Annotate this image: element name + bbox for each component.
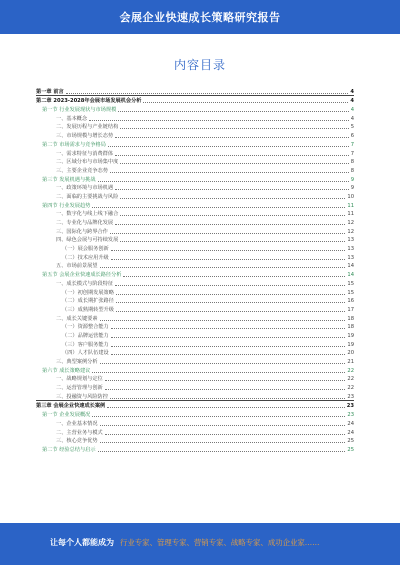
toc-entry-title: 五、市场前景展望 — [56, 263, 98, 270]
toc-page-number: 6 — [350, 133, 354, 140]
toc-leader-dots — [98, 181, 349, 182]
toc-entry-item[interactable] — [36, 287, 354, 296]
toc-page-number: 11 — [347, 211, 354, 218]
toc-page-number: 13 — [347, 254, 354, 261]
toc-page-number: 11 — [347, 202, 354, 209]
toc-entry-sub[interactable] — [36, 113, 354, 122]
toc-entry-title: 第一节 行业发展现状与市场规模 — [42, 107, 117, 114]
toc-leader-dots — [118, 111, 348, 112]
toc-leader-dots — [111, 328, 346, 329]
report-title: 会展企业快速成长策略研究报告 — [119, 11, 281, 24]
toc-entry-title: 第二节 经验总结与启示 — [42, 446, 96, 453]
toc-leader-dots — [92, 416, 345, 417]
toc-leader-dots — [100, 425, 346, 426]
toc-leader-dots — [115, 137, 349, 138]
toc-leader-dots — [116, 294, 346, 295]
toc-page-number: 22 — [347, 367, 354, 374]
toc-entry-title: 三、典型案例分析 — [56, 359, 98, 365]
toc-entry-item[interactable] — [36, 348, 354, 357]
toc-entry-sub[interactable] — [36, 356, 354, 365]
toc-entry-section[interactable] — [36, 365, 354, 374]
toc-leader-dots — [116, 311, 346, 312]
footer-expert-list: 行业专家、管理专家、营销专家、战略专家、成功企业家…… — [120, 538, 320, 547]
toc-leader-dots — [110, 233, 346, 234]
toc-entry-title: 三、市场规模与增长态势 — [56, 133, 114, 140]
toc-entry-sub[interactable] — [36, 191, 354, 200]
toc-page-number: 9 — [350, 185, 354, 192]
report-header-bar — [0, 0, 400, 34]
toc-page-number: 23 — [347, 412, 354, 419]
toc-page-number: 23 — [346, 403, 354, 410]
toc-entry-title: 第一章 前言 — [36, 88, 64, 95]
toc-entry-title: 第二节 市场需求与竞争格局 — [42, 141, 106, 148]
toc-entry-section[interactable] — [36, 269, 354, 278]
toc-heading: 内容目录 — [173, 58, 226, 72]
toc-entry-sub[interactable] — [36, 217, 354, 226]
toc-page-number: 15 — [347, 280, 354, 287]
toc-entry-item[interactable] — [36, 322, 354, 331]
toc-entry-section[interactable] — [36, 409, 354, 418]
toc-entry-item[interactable] — [36, 296, 354, 305]
toc-entry-sub[interactable] — [36, 235, 354, 244]
toc-list — [36, 86, 354, 453]
toc-entry-title: 二、主营业务与模式 — [56, 429, 103, 436]
toc-leader-dots — [115, 155, 349, 156]
toc-page-number: 7 — [350, 141, 354, 148]
toc-page-number: 4 — [350, 115, 354, 122]
footer-slogan: 让每个人都能成为 — [50, 538, 114, 547]
toc-entry-title: 第一节 企业发展概况 — [42, 412, 91, 419]
toc-page-number: 21 — [347, 359, 354, 365]
toc-leader-dots — [120, 198, 345, 199]
toc-page-number: 8 — [350, 167, 354, 174]
toc-entry-title: 一、基本概念 — [56, 115, 88, 122]
toc-entry-item[interactable] — [36, 252, 354, 261]
toc-entry-sub[interactable] — [36, 165, 354, 174]
toc-leader-dots — [111, 259, 346, 260]
toc-leader-dots — [120, 241, 345, 242]
toc-entry-sub[interactable] — [36, 261, 354, 270]
toc-entry-sub[interactable] — [36, 374, 354, 383]
toc-leader-dots — [100, 267, 346, 268]
toc-leader-dots — [123, 276, 345, 277]
toc-entry-sub[interactable] — [36, 382, 354, 391]
footer-bar — [0, 523, 400, 565]
toc-entry-title: 二、区域分布与市场集中度 — [56, 159, 119, 166]
toc-entry-sub[interactable] — [36, 148, 354, 157]
toc-leader-dots — [66, 93, 349, 94]
toc-entry-title: 三、国际化与跨界合作 — [56, 228, 108, 235]
toc-entry-chapter[interactable] — [36, 95, 354, 105]
toc-entry-title: 一、需求特征与消费群体 — [56, 150, 114, 157]
toc-entry-title: 第四节 行业发展趋势 — [42, 202, 91, 209]
toc-page-number: 7 — [350, 150, 354, 157]
toc-leader-dots — [120, 128, 348, 129]
toc-page-number: 4 — [350, 107, 354, 114]
toc-page-number: 22 — [347, 376, 354, 383]
toc-entry-chapter[interactable] — [36, 86, 354, 95]
toc-entry-sub[interactable] — [36, 209, 354, 218]
toc-leader-dots — [98, 451, 346, 452]
toc-page-number: 17 — [347, 306, 354, 313]
toc-entry-sub[interactable] — [36, 436, 354, 445]
toc-leader-dots — [100, 363, 346, 364]
toc-page-number: 12 — [347, 228, 354, 235]
toc-page-number: 18 — [347, 324, 354, 331]
toc-leader-dots — [105, 389, 346, 390]
toc-entry-sub[interactable] — [36, 183, 354, 192]
toc-page-number: 9 — [350, 176, 354, 183]
toc-entry-sub[interactable] — [36, 130, 354, 139]
toc-entry-sub[interactable] — [36, 278, 354, 287]
toc-page-number: 14 — [347, 263, 354, 270]
toc-entry-title: （一）资源整合能力 — [62, 324, 109, 331]
toc-leader-dots — [120, 163, 348, 164]
toc-entry-title: 二、面临的主要挑战与风险 — [56, 193, 119, 200]
toc-entry-sub[interactable] — [36, 427, 354, 436]
toc-entry-title: （一）展会服务创新 — [62, 246, 109, 253]
toc-page-number: 13 — [347, 237, 354, 244]
toc-leader-dots — [92, 207, 345, 208]
toc-leader-dots — [92, 372, 345, 373]
toc-leader-dots — [111, 346, 346, 347]
toc-entry-title: （三）成熟期转型升级 — [62, 306, 114, 313]
toc-leader-dots — [111, 337, 346, 338]
toc-leader-dots — [107, 407, 345, 408]
toc-page-number: 10 — [347, 193, 354, 200]
toc-page-number: 24 — [347, 429, 354, 436]
toc-leader-dots — [100, 442, 346, 443]
toc-page-number: 14 — [347, 272, 354, 279]
toc-page-number: 4 — [350, 88, 354, 95]
toc-entry-title: 四、绿色会展与可持续发展 — [56, 237, 119, 244]
toc-entry-title: 第三节 发展机遇与挑战 — [42, 176, 96, 183]
toc-entry-title: 第三章 会展企业快速成长案例 — [36, 403, 106, 410]
toc-leader-dots — [111, 250, 346, 251]
toc-page-number: 19 — [347, 341, 354, 348]
toc-entry-title: 二、发展历程与产业链结构 — [56, 124, 119, 131]
toc-page-number: 8 — [350, 159, 354, 166]
toc-page-number: 22 — [347, 385, 354, 392]
toc-entry-item[interactable] — [36, 304, 354, 313]
toc-page-number: 15 — [347, 289, 354, 296]
toc-entry-title: 一、成长模式与阶段特征 — [56, 280, 114, 287]
toc-leader-dots — [115, 224, 345, 225]
toc-page-number: 18 — [347, 315, 354, 322]
toc-entry-title: 一、战略规划与定位 — [56, 376, 103, 383]
toc-entry-title: 一、企业基本情况 — [56, 420, 98, 427]
toc-entry-item[interactable] — [36, 339, 354, 348]
toc-page-number: 12 — [347, 220, 354, 226]
toc-leader-dots — [110, 398, 346, 399]
toc-entry-title: 一、数字化与线上线下融合 — [56, 211, 119, 218]
toc-leader-dots — [110, 172, 349, 173]
toc-entry-sub[interactable] — [36, 157, 354, 166]
toc-leader-dots — [115, 285, 345, 286]
toc-entry-title: （二）技术应用升级 — [62, 254, 109, 261]
toc-entry-item[interactable] — [36, 330, 354, 339]
toc-entry-title: 第二章 2023-2028年会展市场发展机会分析 — [36, 98, 142, 105]
toc-page-number: 5 — [350, 124, 354, 131]
toc-entry-title: 三、核心竞争优势 — [56, 438, 98, 445]
toc-page-number: 20 — [347, 350, 354, 357]
toc-leader-dots — [105, 434, 346, 435]
toc-page-number: 4 — [350, 98, 354, 105]
toc-entry-title: 三、主要企业竞争态势 — [56, 167, 108, 174]
toc-entry-sub[interactable] — [36, 418, 354, 427]
toc-entry-section[interactable] — [36, 200, 354, 209]
toc-entry-title: 一、政策环境与市场机遇 — [56, 185, 114, 192]
toc-leader-dots — [108, 146, 349, 147]
toc-page-number: 23 — [347, 393, 354, 400]
toc-page-number: 25 — [347, 446, 354, 453]
toc-leader-dots — [111, 354, 346, 355]
toc-entry-title: 二、成长关键要素 — [56, 315, 98, 322]
toc-entry-section[interactable] — [36, 104, 354, 113]
toc-entry-sub[interactable] — [36, 226, 354, 235]
toc-page-number: 16 — [347, 298, 354, 305]
toc-entry-title: （二）成长期扩张路径 — [62, 298, 114, 305]
toc-entry-title: （三）客户服务能力 — [62, 341, 109, 348]
toc-leader-dots — [116, 302, 346, 303]
toc-page-number: 24 — [347, 420, 354, 427]
toc-leader-dots — [120, 215, 345, 216]
toc-entry-sub[interactable] — [36, 391, 354, 400]
toc-leader-dots — [143, 102, 348, 103]
toc-leader-dots — [100, 320, 346, 321]
toc-entry-title: （一）初创期发展策略 — [62, 289, 114, 296]
toc-entry-title: 二、运营管理与创新 — [56, 385, 103, 392]
toc-entry-chapter[interactable] — [36, 400, 354, 410]
toc-leader-dots — [105, 380, 346, 381]
toc-entry-title: 第五节 会展企业快速成长路径分析 — [42, 272, 122, 279]
toc-entry-title: （二）品牌运营能力 — [62, 332, 109, 339]
toc-entry-sub[interactable] — [36, 313, 354, 322]
toc-leader-dots — [89, 120, 349, 121]
toc-entry-section[interactable] — [36, 444, 354, 453]
toc-entry-item[interactable] — [36, 243, 354, 252]
toc-entry-title: 三、投融资与风险防控 — [56, 393, 108, 400]
toc-entry-section[interactable] — [36, 139, 354, 148]
toc-entry-section[interactable] — [36, 174, 354, 183]
toc-page-number: 25 — [347, 438, 354, 445]
toc-leader-dots — [115, 189, 349, 190]
toc-entry-title: （四）人才队伍建设 — [62, 350, 109, 357]
toc-entry-title: 二、专业化与品牌化发展 — [56, 220, 114, 226]
toc-page-number: 19 — [347, 332, 354, 339]
toc-entry-sub[interactable] — [36, 122, 354, 131]
toc-page-number: 13 — [347, 246, 354, 253]
toc-entry-title: 第六节 成长策略建议 — [42, 367, 91, 374]
